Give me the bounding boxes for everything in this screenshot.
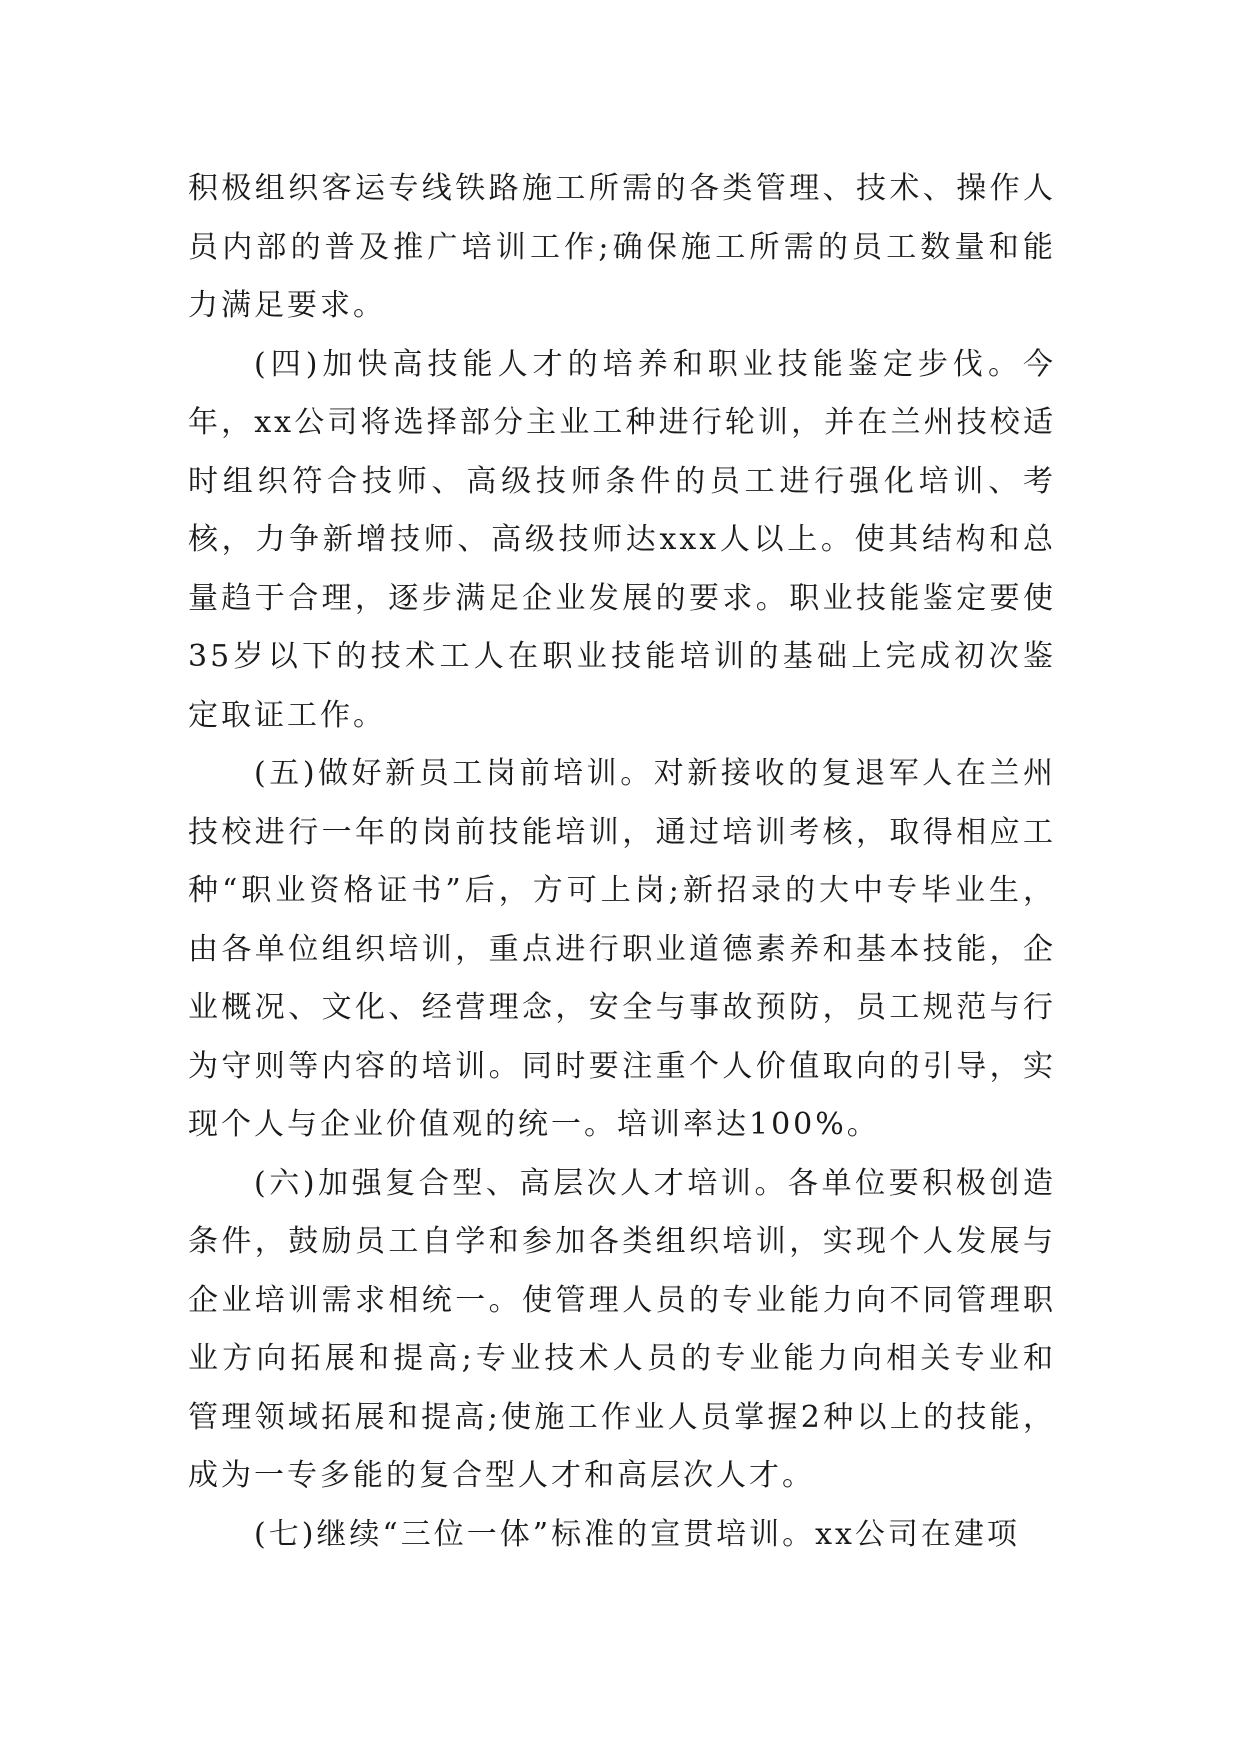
paragraph-continuation: 积极组织客运专线铁路施工所需的各类管理、技术、操作人员内部的普及推广培训工作;确保施工所需的员工数量和能力满足要求。 <box>188 171 1056 323</box>
paragraph-section-7: (七)继续“三位一体”标准的宣贯培训。xx公司在建项 <box>254 1516 1020 1552</box>
document-body <box>188 160 1056 1564</box>
paragraph-section-6: (六)加强复合型、高层次人才培训。各单位要积极创造条件，鼓励员工自学和参加各类组织培训，实现个人发展与企业培训需求相统一。使管理人员的专业能力向不同管理职业方向拓展和提高;专业技术人员的专业能力向相关专业和管理领域拓展和提高;使施工作业人员掌握2种以上的技能，成为一专多能的复合型人才和高层次人才。 <box>188 1165 1056 1493</box>
paragraph-section-4: (四)加快高技能人才的培养和职业技能鉴定步伐。今年，xx公司将选择部分主业工种进行轮训，并在兰州技校适时组织符合技师、高级技师条件的员工进行强化培训、考核，力争新增技师、高级技师达xxx人以上。使其结构和总量趋于合理，逐步满足企业发展的要求。职业技能鉴定要使35岁以下的技术工人在职业技能培训的基础上完成初次鉴定取证工作。 <box>188 346 1056 733</box>
paragraph-section-5: (五)做好新员工岗前培训。对新接收的复退军人在兰州技校进行一年的岗前技能培训，通过培训考核，取得相应工种“职业资格证书”后，方可上岗;新招录的大中专毕业生，由各单位组织培训，重点进行职业道德素养和基本技能，企业概况、文化、经营理念，安全与事故预防，员工规范与行为守则等内容的培训。同时要注重个人价值取向的引导，实现个人与企业价值观的统一。培训率达100%。 <box>188 756 1056 1142</box>
